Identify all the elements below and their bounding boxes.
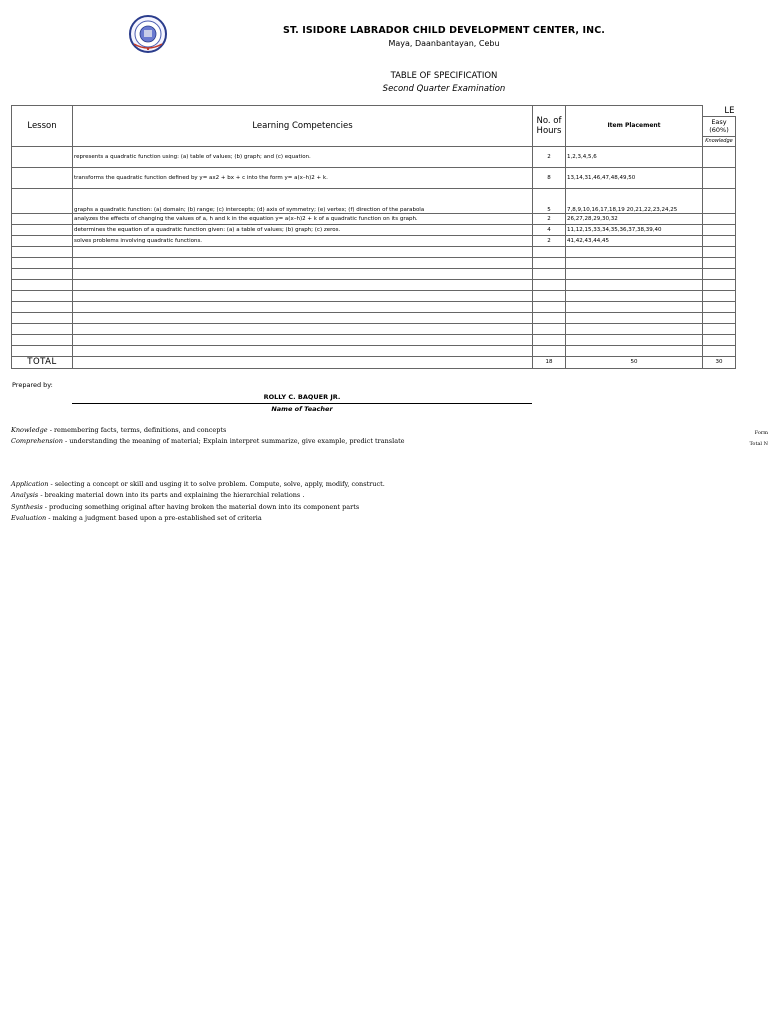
header-lesson: Lesson — [12, 106, 73, 147]
header-item-placement: Item Placement — [566, 106, 703, 147]
header-hours: No. of Hours — [533, 106, 566, 147]
competency-cell: determines the equation of a quadratic function given: (a) a table of values; (b) graph; (c) zeros. — [73, 224, 533, 235]
definition-text: - remembering facts, terms, definitions, and concepts — [47, 426, 227, 434]
document-title: TABLE OF SPECIFICATION — [390, 71, 498, 81]
signature-line — [72, 403, 532, 404]
competency-cell: transforms the quadratic function defined by y= ax2 + bx + c into the form y= a(x–h)2 + k. — [73, 167, 533, 188]
items-cell: 13,14,31,46,47,48,49,50 — [566, 167, 703, 188]
empty-row — [12, 323, 736, 334]
lesson-cell — [12, 188, 73, 213]
items-cell: 26,27,28,29,30,32 — [566, 213, 703, 224]
empty-row — [12, 312, 736, 323]
exam-title: Second Quarter Examination — [382, 84, 506, 94]
definition-comprehension — [11, 437, 405, 445]
total-label: TOTAL — [12, 356, 73, 368]
specification-table — [11, 105, 736, 369]
teacher-label: Name of Teacher — [271, 405, 333, 413]
lesson-cell — [12, 146, 73, 167]
definition-text: - breaking material down into its parts and explaining the hierarchial relations . — [38, 491, 305, 499]
definition-term: Comprehension — [11, 437, 63, 445]
school-logo — [126, 14, 170, 54]
side-note-form: Form — [754, 430, 768, 436]
total-items: 50 — [566, 356, 703, 368]
competency-cell: represents a quadratic function using: (a) table of values; (b) graph; and (c) equation. — [73, 146, 533, 167]
easy-cell — [703, 146, 736, 167]
empty-row — [12, 268, 736, 279]
definition-term: Evaluation — [11, 514, 47, 522]
total-hours: 18 — [533, 356, 566, 368]
prepared-by-label: Prepared by: — [12, 381, 53, 389]
competency-cell: solves problems involving quadratic functions. — [73, 235, 533, 246]
definition-text: - understanding the meaning of material; Explain interpret summarize, give example, predict translate — [62, 437, 405, 445]
hours-cell: 2 — [533, 213, 566, 224]
definition-application — [11, 480, 385, 488]
empty-row — [12, 279, 736, 290]
empty-row — [12, 246, 736, 257]
definition-synthesis — [11, 503, 359, 511]
lesson-cell — [12, 167, 73, 188]
header-easy: Easy (60%) — [703, 116, 736, 136]
hours-cell: 2 — [533, 146, 566, 167]
definition-analysis — [11, 491, 304, 499]
definition-text: - making a judgment based upon a pre-established set of criteria — [46, 514, 262, 522]
side-note-total: Total N — [749, 441, 768, 447]
total-competency-cell — [73, 356, 533, 368]
lesson-cell — [12, 235, 73, 246]
empty-row — [12, 301, 736, 312]
header-knowledge: Knowledge — [703, 136, 736, 146]
items-cell: 41,42,43,44,45 — [566, 235, 703, 246]
hours-cell: 2 — [533, 235, 566, 246]
items-cell: 7,8,9,10,16,17,18,19 20,21,22,23,24,25 — [566, 188, 703, 213]
items-cell: 11,12,15,33,34,35,36,37,38,39,40 — [566, 224, 703, 235]
competency-cell: graphs a quadratic function: (a) domain; (b) range; (c) intercepts; (d) axis of symmetry; (e) vertex; (f) direction of the parabola — [73, 188, 533, 213]
definition-term: Synthesis — [11, 503, 43, 511]
definition-text: - selecting a concept or skill and usging it to solve problem. Compute, solve, apply, modify, construct. — [48, 480, 385, 488]
definition-knowledge — [11, 426, 226, 434]
easy-cell — [703, 213, 736, 224]
school-address: Maya, Daanbantayan, Cebu — [388, 39, 500, 48]
definition-term: Knowledge — [11, 426, 48, 434]
hours-cell: 8 — [533, 167, 566, 188]
easy-cell — [703, 167, 736, 188]
school-name: ST. ISIDORE LABRADOR CHILD DEVELOPMENT CENTER, INC. — [283, 25, 605, 36]
definition-term: Application — [11, 480, 49, 488]
definition-term: Analysis — [11, 491, 39, 499]
header-competencies: Learning Competencies — [73, 106, 533, 147]
items-cell: 1,2,3,4,5,6 — [566, 146, 703, 167]
easy-cell — [703, 188, 736, 213]
hours-cell: 4 — [533, 224, 566, 235]
hours-cell: 5 — [533, 188, 566, 213]
empty-row — [12, 257, 736, 268]
total-easy: 30 — [703, 356, 736, 368]
lesson-cell — [12, 224, 73, 235]
easy-cell — [703, 224, 736, 235]
empty-row — [12, 290, 736, 301]
definition-text: - producing something original after having broken the material down into its component parts — [42, 503, 360, 511]
header-level: LE — [703, 106, 736, 117]
empty-row — [12, 334, 736, 345]
empty-row — [12, 345, 736, 356]
competency-cell: analyzes the effects of changing the values of a, h and k in the equation y= a(x–h)2 + k of a quadratic function on its graph. — [73, 213, 533, 224]
teacher-name: ROLLY C. BAQUER JR. — [263, 393, 341, 401]
lesson-cell — [12, 213, 73, 224]
definition-evaluation — [11, 514, 262, 522]
easy-cell — [703, 235, 736, 246]
